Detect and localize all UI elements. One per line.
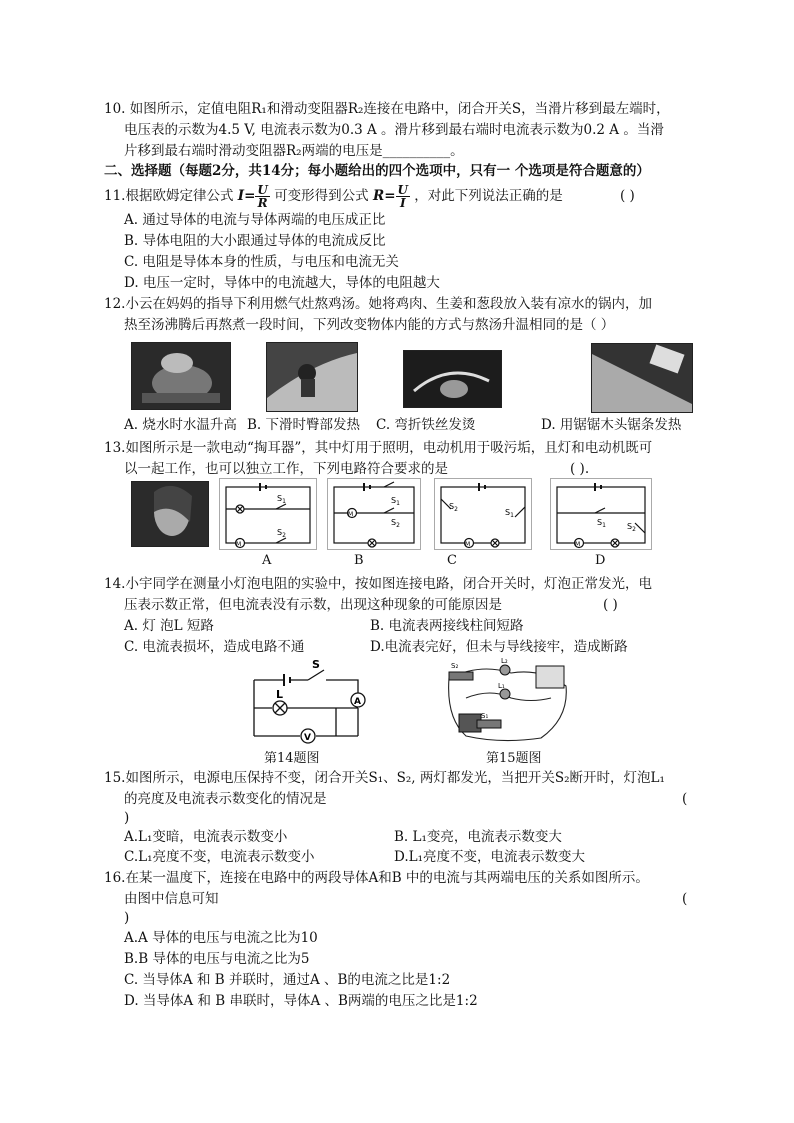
section2-heading: 二、选择题（每题2分，共14分；每小题给出的四个选项中，只有一 个选项是符合题意的） xyxy=(104,163,650,179)
q13-line2: 以一起工作，也可以独立工作，下列电路符合要求的是 xyxy=(124,461,448,477)
q15-paren-open: ( xyxy=(682,791,688,807)
q15-option-c: C.L₁亮度不变，电流表示数变小 xyxy=(124,849,315,865)
q14-answer-paren: ( ) xyxy=(603,597,618,613)
formula2-fraction xyxy=(396,184,410,209)
q11-stem xyxy=(104,184,563,208)
circuit-d xyxy=(550,478,652,550)
q11-answer-paren: ( ) xyxy=(620,188,635,204)
q15-option-d: D.L₁亮度不变，电流表示数变大 xyxy=(394,849,586,865)
q12-line1: 12.小云在妈妈的指导下利用燃气灶熬鸡汤。她将鸡肉、生姜和葱段放入装有凉水的锅内，加 xyxy=(104,296,652,312)
q16-option-c: C. 当导体A 和 B 并联时，通过A 、B的电流之比是1:2 xyxy=(124,972,451,988)
q11-option-d: D. 电压一定时，导体中的电流越大，导体的电阻越大 xyxy=(124,275,440,291)
q11-stem-b: 可变形得到公式 xyxy=(274,188,369,204)
q15-line2: 的亮度及电流表示数变化的情况是 xyxy=(124,791,327,807)
ear-cleaner-photo xyxy=(131,481,209,547)
figure-15-caption: 第15题图 xyxy=(486,751,542,766)
circuit-a xyxy=(219,478,317,550)
figure-14-circuit xyxy=(246,658,370,744)
q12-option-b: B. 下滑时臀部发热 xyxy=(247,417,361,433)
q16-paren-close: ) xyxy=(124,910,130,926)
sawing-wood-photo xyxy=(591,343,693,413)
q13-line1: 13.如图所示是一款电动“掏耳器”，其中灯用于照明，电动机用于吸污垢，且灯和电动机既可 xyxy=(104,440,653,456)
q14-line1: 14.小宇同学在测量小灯泡电阻的实验中，按如图连接电路，闭合开关时，灯泡正常发光，电 xyxy=(104,576,652,592)
circuit-b xyxy=(327,478,421,550)
formula1-fraction xyxy=(255,184,269,209)
svg-text:S1: $S_1$ xyxy=(505,508,514,519)
formula-resistance xyxy=(372,183,410,210)
svg-text:S1: $S_1$ xyxy=(391,496,400,507)
svg-text:S1: $S_1$ xyxy=(597,518,606,529)
q13-answer-paren: ( ). xyxy=(570,461,590,477)
figure-15-photo xyxy=(441,658,573,744)
q16-option-d: D. 当导体A 和 B 串联时，导体A 、B两端的电压之比是1:2 xyxy=(124,993,478,1009)
q12-option-c: C. 弯折铁丝发烫 xyxy=(376,417,476,433)
q11-stem-c: ，对此下列说法正确的是 xyxy=(414,188,563,204)
svg-text:L: L xyxy=(276,688,284,701)
q12-option-d: D. 用锯锯木头锯条发热 xyxy=(541,417,682,433)
q10-line1: 10. 如图所示，定值电阻R₁和滑动变阻器R₂连接在电路中，闭合开关S，当滑片移到最左端时， xyxy=(104,101,670,117)
svg-text:S2: $S_2$ xyxy=(449,502,458,513)
q14-option-d: D.电流表完好，但未与导线接牢，造成断路 xyxy=(370,639,628,655)
q14-option-c: C. 电流表损坏，造成电路不通 xyxy=(124,639,305,655)
svg-text:S: S xyxy=(312,658,320,671)
formula1-num: U xyxy=(257,183,268,197)
q10-line3: 片移到最右端时滑动变阻器R₂两端的电压是__________。 xyxy=(124,143,464,159)
q12-option-a: A. 烧水时水温升高 xyxy=(124,417,237,433)
formula2-den: I xyxy=(399,196,406,210)
svg-text:S₁: S₁ xyxy=(481,712,489,720)
q16-line2: 由图中信息可知 xyxy=(124,891,219,907)
q12-line2: 热至汤沸腾后再熬煮一段时间，下列改变物体内能的方式与熬汤升温相同的是（ ） xyxy=(124,317,615,333)
boiling-water-photo xyxy=(131,342,231,410)
q11-option-b: B. 导体电阻的大小跟通过导体的电流成反比 xyxy=(124,233,386,249)
q16-paren-open: ( xyxy=(682,891,688,907)
q11-option-c: C. 电阻是导体本身的性质，与电压和电流无关 xyxy=(124,254,399,270)
q16-option-b: B.B 导体的电压与电流之比为5 xyxy=(124,951,310,967)
q16-option-a: A.A 导体的电压与电流之比为10 xyxy=(124,930,318,946)
svg-text:S2: $S_2$ xyxy=(391,518,400,529)
figure-14-caption: 第14题图 xyxy=(264,751,320,766)
q16-line1: 16.在某一温度下，连接在电路中的两段导体A和B 中的电流与其两端电压的关系如图所示。 xyxy=(104,870,649,886)
q14-option-a: A. 灯 泡L 短路 xyxy=(124,618,214,634)
q11-option-a: A. 通过导体的电流与导体两端的电压成正比 xyxy=(124,212,386,228)
svg-text:M: M xyxy=(348,511,354,518)
formula1-den: R xyxy=(257,196,268,210)
q15-option-a: A.L₁变暗，电流表示数变小 xyxy=(124,829,288,845)
svg-text:S2: $S_2$ xyxy=(277,528,286,539)
svg-text:M: M xyxy=(465,541,471,548)
q14-line2: 压表示数正常，但电流表没有示数，出现这种现象的可能原因是 xyxy=(124,597,502,613)
bending-wire-photo xyxy=(403,350,502,408)
q11-stem-a: 11.根据欧姆定律公式 xyxy=(104,188,234,204)
formula1-lhs: I= xyxy=(237,188,256,204)
svg-text:L₁: L₁ xyxy=(498,682,505,690)
slide-photo xyxy=(266,342,358,412)
svg-text:V: V xyxy=(304,733,311,743)
q10-line2: 电压表的示数为4.5 V, 电流表示数为0.3 A 。滑片移到最右端时电流表示数为0.2 A 。当滑 xyxy=(124,122,664,138)
q14-option-b: B. 电流表两接线柱间短路 xyxy=(370,618,524,634)
q15-paren-close: ) xyxy=(124,810,130,826)
circuit-c xyxy=(434,478,532,550)
circuit-b-label: B xyxy=(354,553,364,568)
svg-text:S₂: S₂ xyxy=(451,662,459,670)
svg-text:A: A xyxy=(354,697,361,707)
circuit-a-label: A xyxy=(262,553,272,568)
svg-text:S1: $S_1$ xyxy=(277,494,286,505)
formula2-lhs: R= xyxy=(372,188,396,204)
svg-text:M: M xyxy=(236,541,242,548)
circuit-d-label: D xyxy=(595,553,606,568)
circuit-c-label: C xyxy=(447,553,457,568)
q15-line1: 15.如图所示，电源电压保持不变，闭合开关S₁、S₂, 两灯都发光，当把开关S₂断开时，灯泡L₁ xyxy=(104,770,665,786)
q15-option-b: B. L₁变亮，电流表示数变大 xyxy=(394,829,562,845)
svg-text:M: M xyxy=(575,541,581,548)
formula-ohm xyxy=(237,183,270,210)
svg-text:S2: $S_2$ xyxy=(627,522,636,533)
formula2-num: U xyxy=(397,183,408,197)
svg-text:L₂: L₂ xyxy=(501,658,508,665)
